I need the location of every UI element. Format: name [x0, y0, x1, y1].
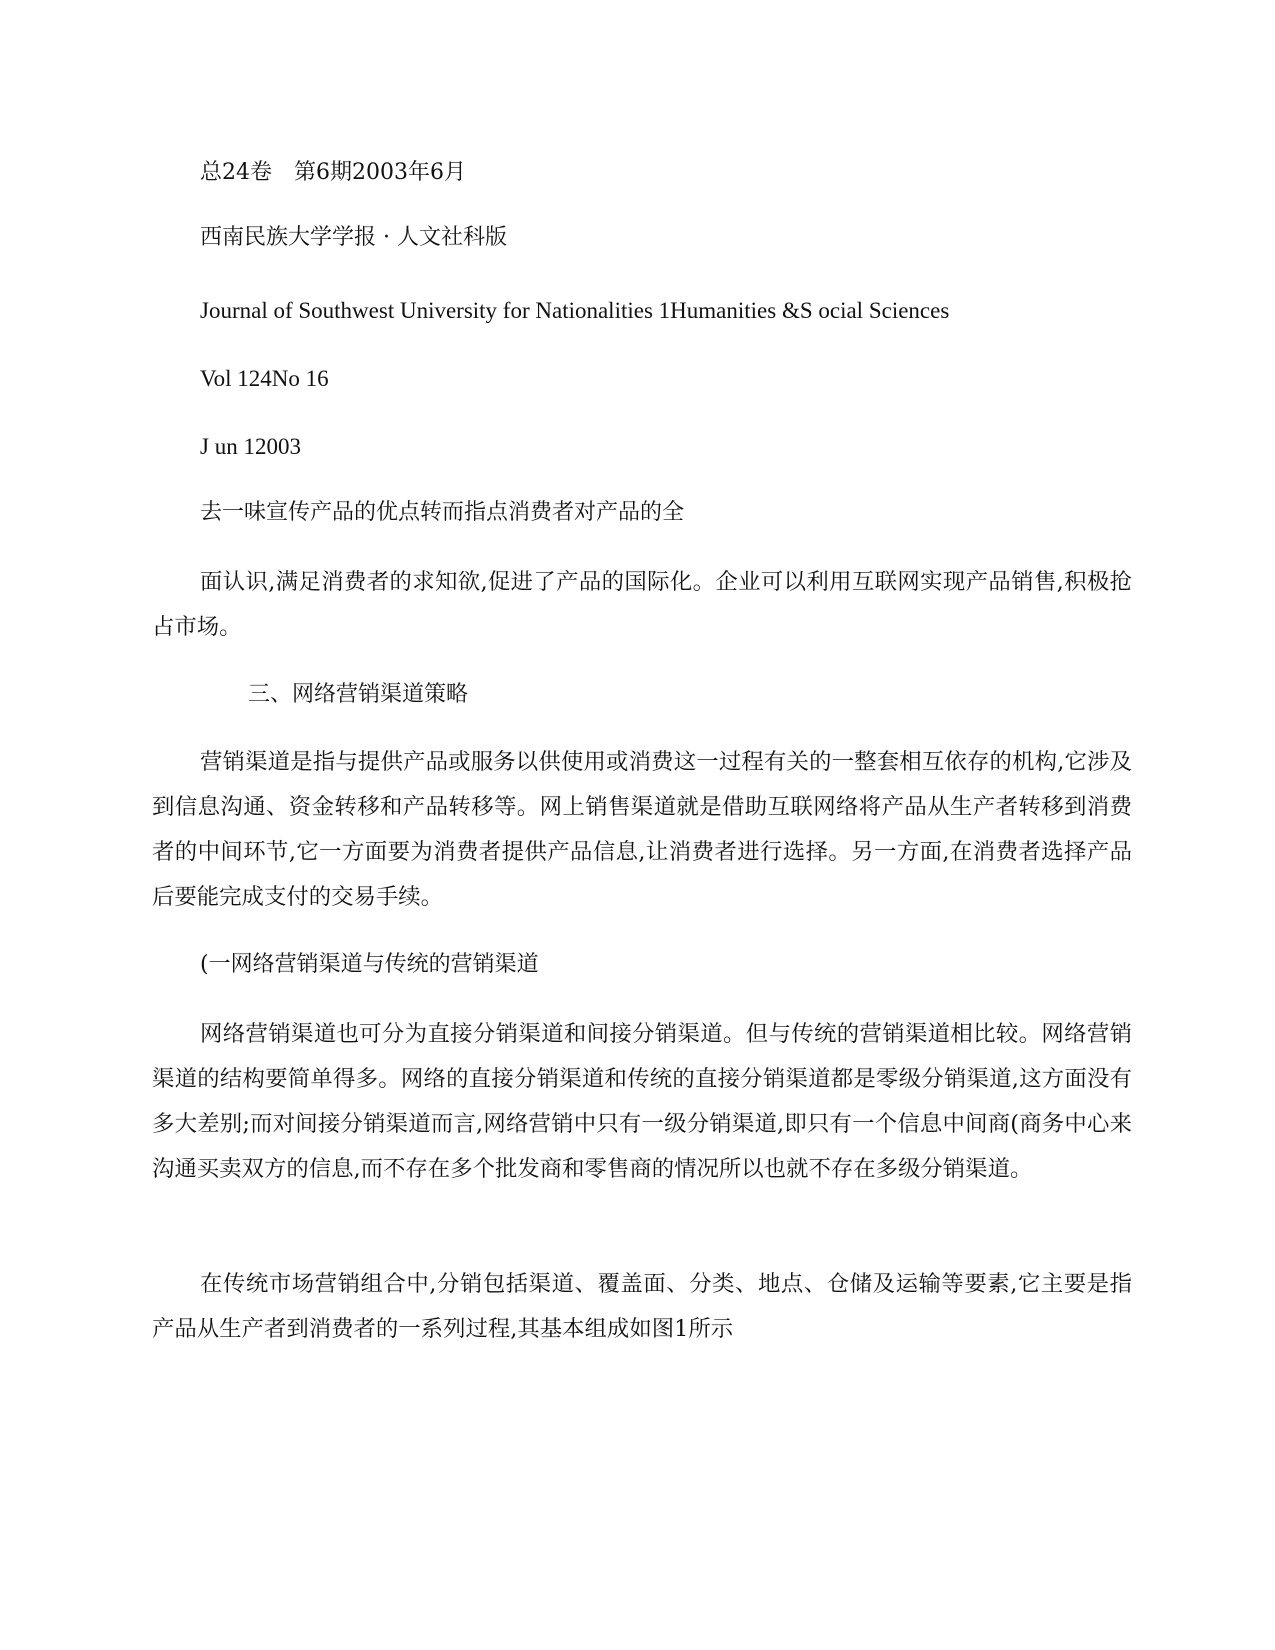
- paragraph-1: 面认识,满足消费者的求知欲,促进了产品的国际化。企业可以利用互联网实现产品销售,积极抢占市场。: [152, 569, 1132, 640]
- issue-line: 总24卷 第6期2003年6月: [200, 160, 466, 185]
- paragraph-4: 在传统市场营销组合中,分销包括渠道、覆盖面、分类、地点、仓储及运输等要素,它主要是指产品从生产者到消费者的一系列过程,其基本组成如图1所示: [152, 1271, 1132, 1342]
- fragment-line: 去一味宣传产品的优点转而指点消费者对产品的全: [200, 500, 685, 525]
- paragraph-2: 营销渠道是指与提供产品或服务以供使用或消费这一过程有关的一整套相互依存的机构,它涉及到信息沟通、资金转移和产品转移等。网上销售渠道就是借助互联网络将产品从生产者转移到消费者的中间环节,它一方面要为消费者提供产品信息,让消费者进行选择。另一方面,在消费者选择产品后要能完成支付的交易手续。: [152, 749, 1132, 910]
- journal-title-en: Journal of Southwest University for Nationalities 1Humanities &S ocial Sciences: [200, 298, 950, 323]
- section-heading: 三、网络营销渠道策略: [248, 682, 469, 707]
- volume-line: Vol 124No 16: [200, 366, 329, 391]
- paragraph-3: 网络营销渠道也可分为直接分销渠道和间接分销渠道。但与传统的营销渠道相比较。网络营销渠道的结构要简单得多。网络的直接分销渠道和传统的直接分销渠道都是零级分销渠道,这方面没有多大差别;而对间接分销渠道而言,网络营销中只有一级分销渠道,即只有一个信息中间商(商务中心来沟通买卖双方的信息,而不存在多个批发商和零售商的情况所以也就不存在多级分销渠道。: [152, 1021, 1132, 1182]
- journal-title-cn: 西南民族大学学报 · 人文社科版: [200, 225, 507, 250]
- date-line: J un 12003: [200, 434, 301, 459]
- subsection-heading: (一网络营销渠道与传统的营销渠道: [200, 952, 539, 977]
